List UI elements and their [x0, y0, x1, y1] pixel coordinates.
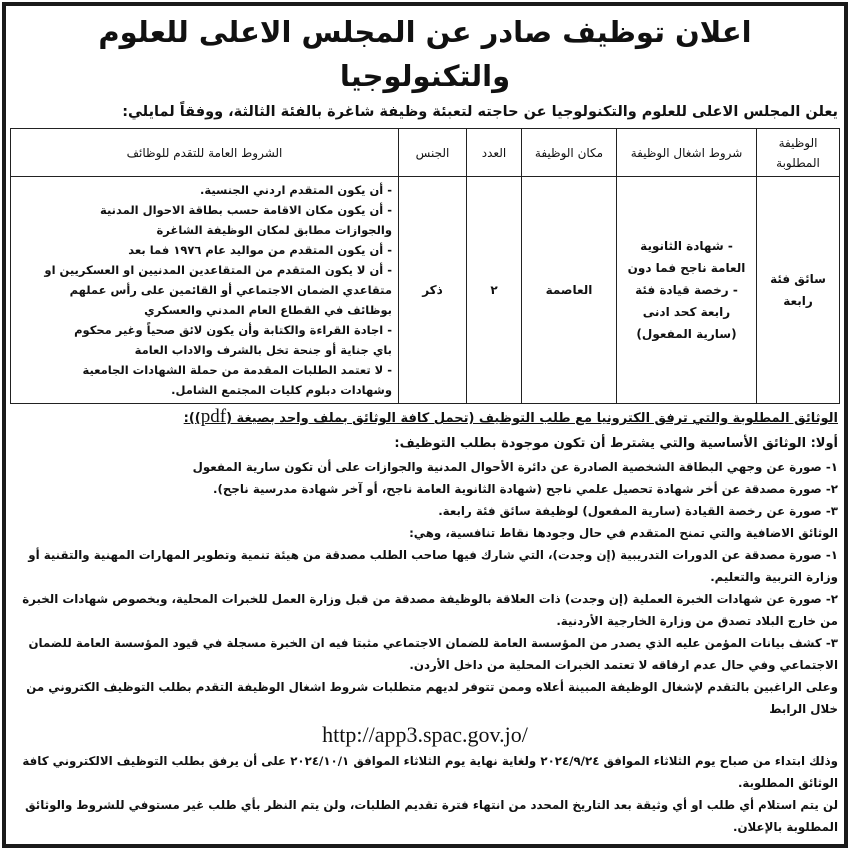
additional-document-line: من خارج البلاد تصدق من وزارة الخارجية الأردنية. [556, 614, 838, 628]
additional-document-line: ١- صورة مصدقة عن الدورات التدريبية (إن وجدت)، التي شارك فيها صاحب الطلب مصدقة من هيئة تنمية وتطوير المهارات المهنية والتقنية أو [28, 548, 838, 562]
header-place: مكان الوظيفة [522, 129, 617, 177]
general-condition-line: متقاعدي الضمان الاجتماعي أو القائمين على رأس عملهم [69, 283, 392, 297]
general-condition-line: بوظائف في القطاع العام المدني والعسكري [144, 303, 392, 317]
general-condition-line: وشهادات دبلوم كليات المجتمع الشامل. [171, 383, 392, 397]
general-condition-line: - اجادة القراءة والكتابة وأن يكون لائق صحياً وغير محكوم [74, 323, 392, 337]
condition-line: العامة ناجح فما دون [627, 261, 746, 275]
cell-gender: ذكر [399, 177, 467, 404]
header-gender: الجنس [399, 129, 467, 177]
cell-place: العاصمة [522, 177, 617, 404]
general-condition-line: باي جناية أو جنحة تخل بالشرف والاداب العامة [134, 343, 392, 357]
table-row [11, 177, 840, 404]
basic-document-item: ٣- صورة عن رخصة القيادة (سارية المفعول) لوظيفة سائق فئة رابعة. [438, 504, 838, 518]
closing-text [12, 750, 838, 838]
additional-document-line: ٢- صورة عن شهادات الخبرة العملية (إن وجدت) ذات العلاقة بالوظيفة مصدقة من قبل وزارة العمل للخبرات المحلية، وبخصوص شهادات الخبرة [22, 592, 838, 606]
condition-line: - شهادة الثانوية [640, 239, 733, 253]
basic-items [12, 456, 838, 522]
table-header-row [11, 129, 840, 177]
closing-line: لن يتم استلام أي طلب او أي وثيقة بعد التاريخ المحدد من انتهاء فترة تقديم الطلبات، ولن يتم النظر بأي طلب غير مستوفي للشروط والوثائق [25, 798, 838, 812]
additional-document-line: وعلى الراغبين بالتقدم لإشغال الوظيفة المبينة أعلاه وممن تتوفر لديهم متطلبات شروط اشغال الوظيفة التقدم بطلب التوظيف الكتروني من [26, 680, 838, 694]
additional-document-line: ٣- كشف بيانات المؤمن عليه الذي يصدر من المؤسسة العامة للضمان الاجتماعي مثبتا فيه ان الخبرة مسجلة في قيود المؤسسة العامة للضمان [28, 636, 838, 650]
ad-subtitle: يعلن المجلس الاعلى للعلوم والتكنولوجيا عن حاجته لتعبئة وظيفة شاغرة بالفئة الثالثة، ووفقاً لمايلي: [122, 104, 838, 120]
condition-line: رابعة كحد ادنى [642, 305, 731, 319]
closing-line: المطلوبة بالإعلان. [733, 820, 838, 834]
header-job: الوظيفة المطلوبة [757, 129, 840, 177]
additional-items [12, 544, 838, 720]
condition-line: - رخصة قيادة فئة [635, 283, 738, 297]
general-condition-line: - أن يكون المتقدم اردني الجنسية. [200, 183, 392, 197]
header-general: الشروط العامة للتقدم للوظائف [11, 129, 399, 177]
job-table [10, 128, 840, 404]
closing-line: الوثائق المطلوبة. [737, 776, 838, 790]
cell-general [11, 177, 399, 404]
cell-job: سائق فئة رابعة [757, 177, 840, 404]
basic-document-item: ٢- صورة مصدقة عن أخر شهادة تحصيل علمي ناجح (شهادة الثانوية العامة ناجح، أو آخر شهادة مدرسية ناجح). [212, 482, 838, 496]
basic-document-item: ١- صورة عن وجهي البطاقة الشخصية الصادرة عن دائرة الأحوال المدنية والجوازات على أن تكون سارية المفعول [192, 460, 838, 474]
closing-line: وذلك ابتداء من صباح يوم الثلاثاء الموافق ٢٠٢٤/٩/٢٤ ولغاية نهاية يوم الثلاثاء الموافق ٢٠٢٤/١٠/١ على أن يرفق بطلب التوظيف الالكتروني كافة [22, 754, 838, 768]
cell-conditions [617, 177, 757, 404]
document-body [10, 404, 840, 838]
general-condition-line: - لا تعتمد الطلبات المقدمة من حملة الشهادات الجامعية [82, 363, 392, 377]
general-condition-line: - أن يكون المتقدم من مواليد عام ١٩٧٦ فما بعد [128, 243, 392, 257]
basic-heading: أولا: الوثائق الأساسية والتي يشترط أن تكون موجودة بطلب التوظيف: [394, 436, 838, 451]
header-conditions: شروط اشغال الوظيفة [617, 129, 757, 177]
header-count: العدد [467, 129, 522, 177]
additional-document-line: الاجتماعي وفي حال عدم ارفاقه لا تعتمد الخبرات المحلية من داخل الأردن. [409, 658, 838, 672]
general-condition-line: - أن لا يكون المتقدم من المتقاعدين المدنيين او العسكريين او [44, 263, 392, 277]
advertisement [2, 2, 848, 848]
cell-count: ٢ [467, 177, 522, 404]
additional-heading: الوثائق الاضافية والتي تمنح المتقدم في حال وجودها نقاط تنافسية، وهي: [409, 526, 838, 540]
additional-document-line: خلال الرابط [769, 702, 838, 716]
ad-title: اعلان توظيف صادر عن المجلس الاعلى للعلوم والتكنولوجيا [98, 15, 752, 93]
general-condition-line: - أن يكون مكان الاقامة حسب بطاقة الاحوال المدنية [99, 203, 392, 217]
docs-heading: الوثائق المطلوبة والتي ترفق الكترونيا مع طلب التوظيف (تحمل كافة الوثائق بملف واحد بصيغة (pdf)): [183, 406, 838, 427]
condition-line: (سارية المفعول) [636, 327, 737, 341]
general-condition-line: والجوازات مطابق لمكان الوظيفة الشاغرة [156, 223, 392, 237]
application-link[interactable]: http://app3.spac.gov.jo/ [322, 722, 528, 747]
additional-document-line: وزارة التربية والتعليم. [710, 570, 838, 584]
